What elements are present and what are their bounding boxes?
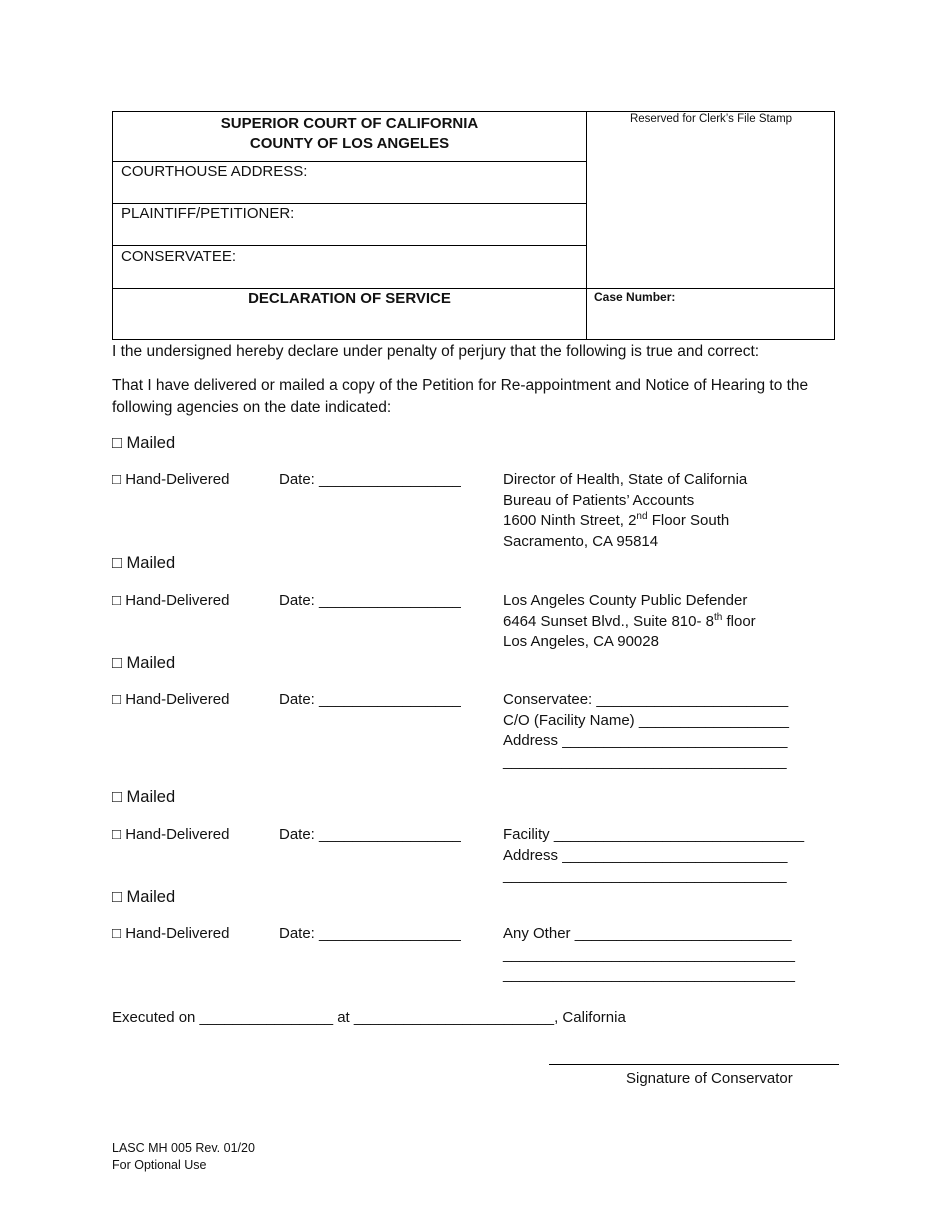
address-field[interactable]: Address ___________________________	[503, 846, 788, 864]
divider	[113, 203, 586, 204]
address-line: Bureau of Patients’ Accounts	[503, 491, 695, 509]
recipient-address	[503, 591, 756, 653]
facility-field[interactable]: Facility ______________________________	[503, 826, 805, 843]
facility-name-field[interactable]: C/O (Facility Name) __________________	[503, 711, 790, 729]
date-field[interactable]: Date: _________________	[279, 592, 461, 609]
any-other-field-line-2[interactable]: ___________________________________	[503, 945, 795, 963]
courthouse-address-label: COURTHOUSE ADDRESS:	[121, 163, 308, 180]
conservatee-field[interactable]: Conservatee: _______________________	[503, 691, 789, 708]
executed-line[interactable]: Executed on ________________ at ________________________, California	[112, 1009, 626, 1026]
mailed-checkbox[interactable]: □ Mailed	[112, 554, 176, 572]
hand-delivered-checkbox[interactable]: □ Hand-Delivered	[112, 691, 230, 708]
form-id: LASC MH 005 Rev. 01/20	[112, 1141, 255, 1155]
divider	[113, 161, 586, 162]
address-field[interactable]: Address ___________________________	[503, 732, 788, 750]
mailed-checkbox[interactable]: □ Mailed	[112, 654, 176, 672]
signature-line[interactable]	[549, 1064, 839, 1065]
case-number-label: Case Number:	[594, 290, 676, 304]
hand-delivered-checkbox[interactable]: □ Hand-Delivered	[112, 471, 230, 488]
delivery-text: That I have delivered or mailed a copy of the Petition for Re-appointment and Notice of Hearing to the following agencies on the date indicated:	[112, 377, 809, 416]
plaintiff-label: PLAINTIFF/PETITIONER:	[121, 205, 295, 222]
divider	[113, 245, 586, 246]
form-footer	[112, 1140, 255, 1174]
any-other-field-line-3[interactable]: ___________________________________	[503, 966, 795, 984]
address-line: Los Angeles, CA 90028	[503, 633, 659, 651]
signature-label: Signature of Conservator	[626, 1070, 793, 1087]
address-line: Director of Health, State of California	[503, 471, 748, 488]
date-field[interactable]: Date: _________________	[279, 691, 461, 708]
column-divider	[586, 112, 587, 340]
document-title: DECLARATION OF SERVICE	[248, 290, 451, 307]
declaration-text: I the undersigned hereby declare under penalty of perjury that the following is true and correct:	[112, 343, 760, 360]
other-fields[interactable]	[503, 924, 795, 986]
date-field[interactable]: Date: _________________	[279, 826, 461, 843]
hand-delivered-checkbox[interactable]: □ Hand-Delivered	[112, 925, 230, 942]
conservatee-fields[interactable]	[503, 690, 789, 773]
recipient-address	[503, 470, 747, 553]
mailed-checkbox[interactable]: □ Mailed	[112, 788, 176, 806]
address-line: 1600 Ninth Street, 2nd Floor South	[503, 511, 730, 530]
conservatee-label: CONSERVATEE:	[121, 248, 237, 265]
facility-fields[interactable]	[503, 825, 804, 887]
any-other-field[interactable]: Any Other __________________________	[503, 925, 792, 942]
address-line: 6464 Sunset Blvd., Suite 810- 8th floor	[503, 611, 756, 630]
date-field[interactable]: Date: _________________	[279, 471, 461, 488]
address-line: Los Angeles County Public Defender	[503, 592, 748, 609]
address-field-line-2[interactable]: __________________________________	[503, 867, 787, 885]
mailed-checkbox[interactable]: □ Mailed	[112, 434, 176, 452]
address-field-line-2[interactable]: __________________________________	[503, 753, 787, 771]
form-usage: For Optional Use	[112, 1158, 207, 1172]
mailed-checkbox[interactable]: □ Mailed	[112, 888, 176, 906]
caption-box	[112, 111, 835, 340]
hand-delivered-checkbox[interactable]: □ Hand-Delivered	[112, 826, 230, 843]
court-name	[113, 114, 586, 154]
address-line: Sacramento, CA 95814	[503, 533, 659, 551]
divider	[113, 288, 835, 289]
court-line-1: SUPERIOR COURT OF CALIFORNIA	[220, 115, 479, 132]
court-line-2: COUNTY OF LOS ANGELES	[249, 135, 450, 152]
date-field[interactable]: Date: _________________	[279, 925, 461, 942]
hand-delivered-checkbox[interactable]: □ Hand-Delivered	[112, 592, 230, 609]
clerk-stamp-label: Reserved for Clerk’s File Stamp	[629, 113, 793, 125]
